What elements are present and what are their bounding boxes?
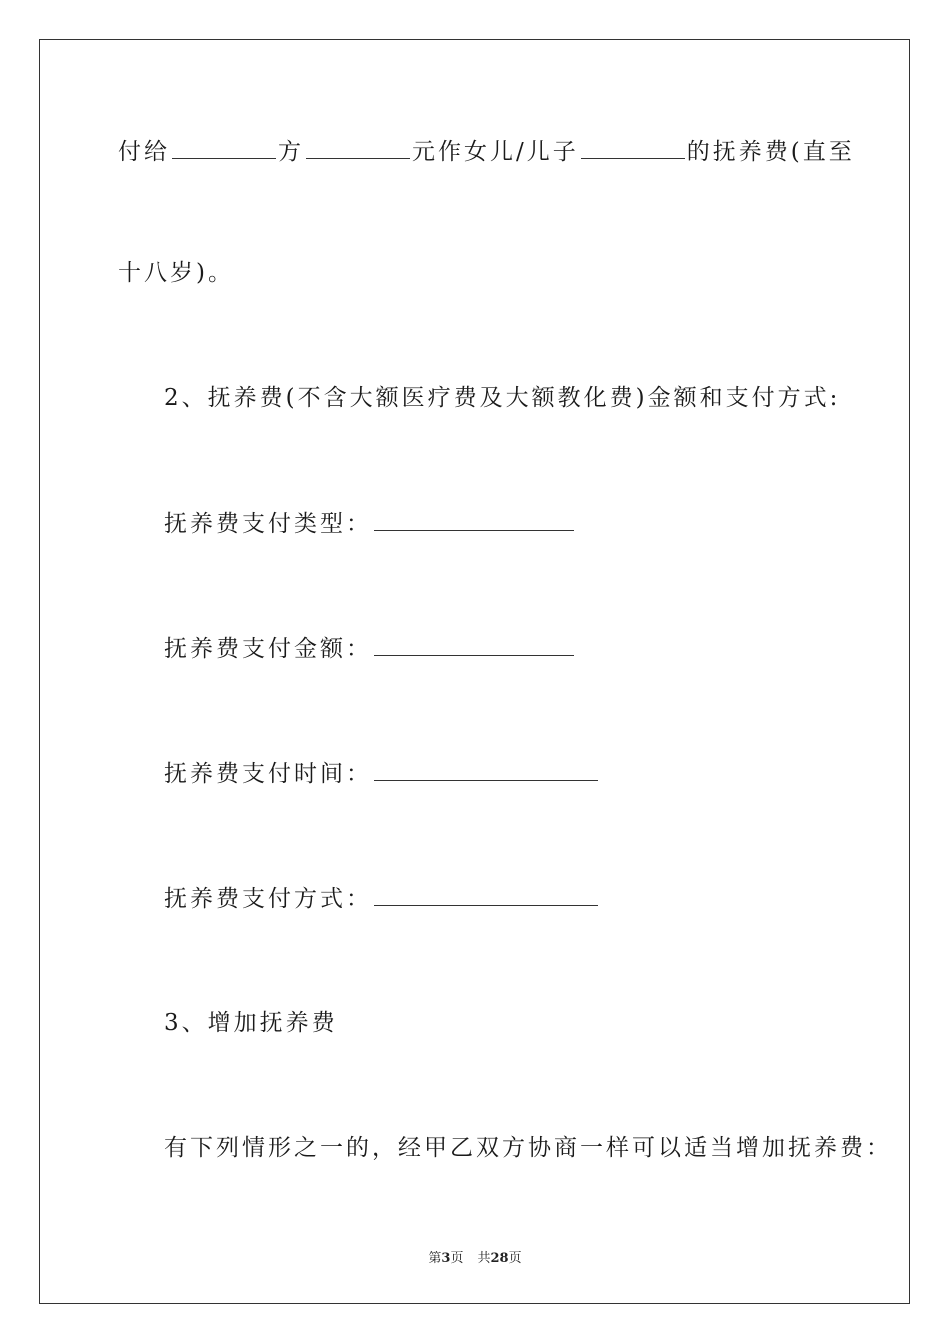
payment-type-field[interactable] bbox=[374, 508, 574, 531]
payment-time-row bbox=[164, 758, 600, 789]
footer-total-pages: 28 bbox=[490, 1251, 509, 1266]
blank-field-child-name[interactable] bbox=[581, 136, 685, 159]
footer-page-suffix: 页 bbox=[450, 1251, 464, 1266]
text-segment: 的抚养费(直至 bbox=[686, 139, 855, 165]
section-3-heading: 3、增加抚养费 bbox=[164, 1010, 338, 1036]
blank-field-amount[interactable] bbox=[306, 136, 410, 159]
footer-total-suffix: 页 bbox=[508, 1251, 522, 1266]
page-footer bbox=[0, 1247, 950, 1266]
payment-method-field[interactable] bbox=[374, 883, 598, 906]
payment-method-label: 抚养费支付方式： bbox=[164, 886, 372, 912]
payment-method-row bbox=[164, 883, 600, 914]
text-segment: 付给 bbox=[118, 139, 170, 165]
payment-time-label: 抚养费支付时间： bbox=[164, 761, 372, 787]
blank-field-party[interactable] bbox=[172, 136, 276, 159]
payment-amount-label: 抚养费支付金额： bbox=[164, 636, 372, 662]
footer-total-prefix: 共 bbox=[477, 1251, 491, 1266]
footer-page-number: 3 bbox=[441, 1251, 451, 1266]
text-segment: 元作女儿/儿子 bbox=[412, 139, 579, 165]
paragraph-line-9: 有下列情形之一的，经甲乙双方协商一样可以适当增加抚养费： bbox=[164, 1135, 892, 1161]
payment-type-row bbox=[164, 508, 576, 539]
payment-amount-row bbox=[164, 633, 576, 664]
footer-page-prefix: 第 bbox=[428, 1251, 442, 1266]
payment-amount-field[interactable] bbox=[374, 633, 574, 656]
payment-time-field[interactable] bbox=[374, 758, 598, 781]
page-border bbox=[39, 39, 910, 1304]
payment-type-label: 抚养费支付类型： bbox=[164, 511, 372, 537]
paragraph-line-2: 十八岁)。 bbox=[118, 260, 234, 286]
section-2-heading: 2、抚养费(不含大额医疗费及大额教化费)金额和支付方式: bbox=[164, 385, 841, 411]
text-segment: 方 bbox=[278, 139, 304, 165]
paragraph-line-1 bbox=[118, 136, 855, 167]
